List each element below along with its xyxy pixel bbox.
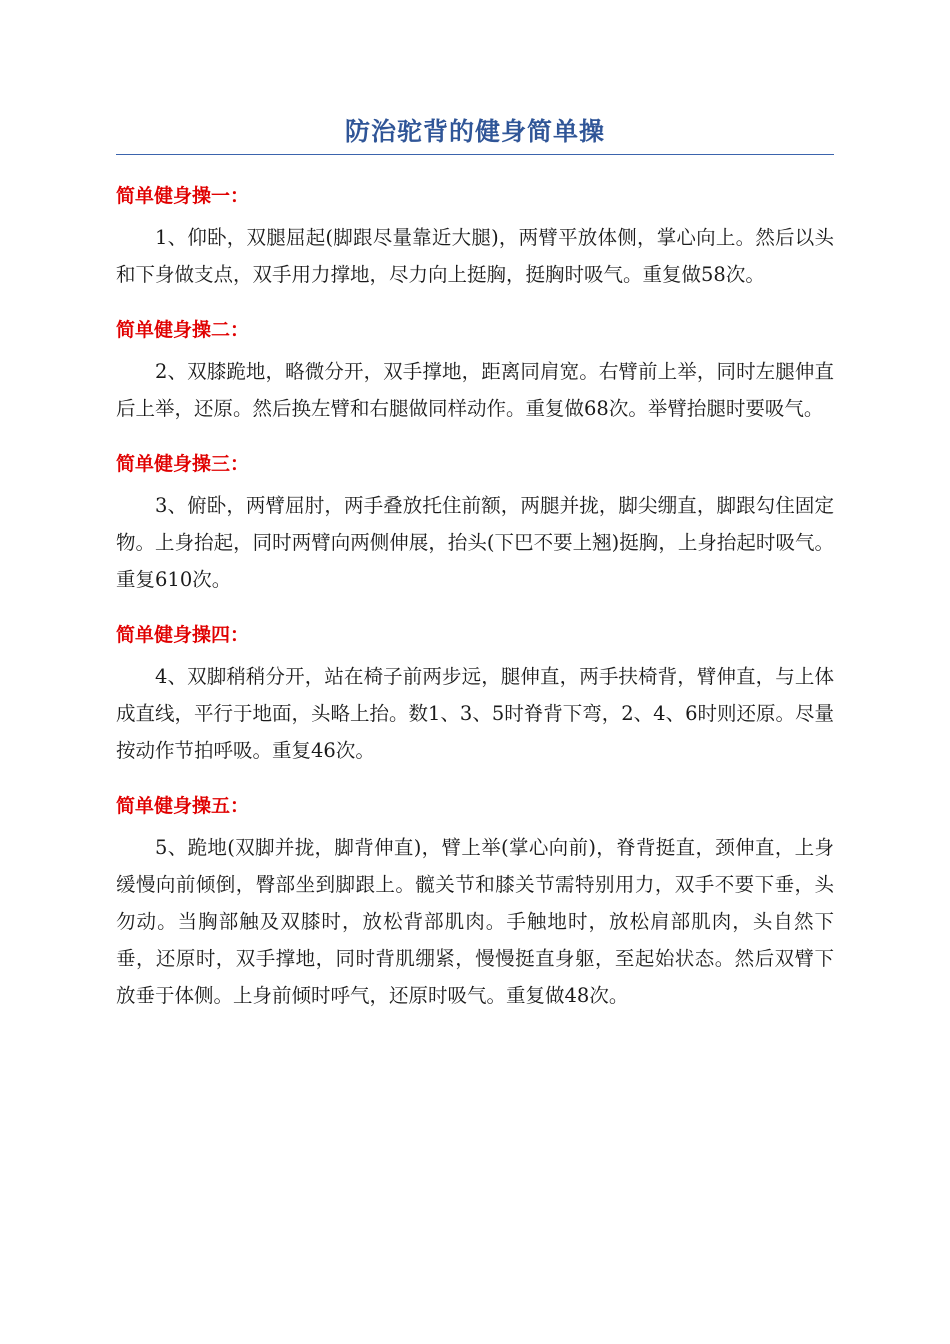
section-paragraph: 5、跪地(双脚并拢，脚背伸直)，臂上举(掌心向前)，脊背挺直，颈伸直，上身缓慢向前倾倒，臀部坐到脚跟上。髋关节和膝关节需特别用力，双手不要下垂，头勿动。当胸部触及双膝时，放松背部肌肉。手触地时，放松肩部肌肉，头自然下垂，还原时，双手撑地，同时背肌绷紧，慢慢挺直身躯，至起始状态。然后双臂下放垂于体侧。上身前倾时呼气，还原时吸气。重复做48次。 [116, 836, 834, 1007]
section-paragraph: 4、双脚稍稍分开，站在椅子前两步远，腿伸直，两手扶椅背，臂伸直，与上体成直线，平行于地面，头略上抬。数1、3、5时脊背下弯，2、4、6时则还原。尽量按动作节拍呼吸。重复46次。 [116, 665, 834, 762]
section-heading: 简单健身操一： [116, 185, 250, 207]
section-heading: 简单健身操四： [116, 624, 250, 646]
document-title: 防治驼背的健身简单操 [116, 112, 834, 155]
section-paragraph: 1、仰卧，双腿屈起(脚跟尽量靠近大腿)，两臂平放体侧，掌心向上。然后以头和下身做支点，双手用力撑地，尽力向上挺胸，挺胸时吸气。重复做58次。 [116, 226, 834, 286]
section-heading: 简单健身操三： [116, 453, 250, 475]
section-4 [116, 620, 834, 769]
document-page [116, 112, 834, 1014]
section-5 [116, 791, 834, 1014]
section-heading: 简单健身操五： [116, 795, 250, 817]
section-paragraph: 2、双膝跪地，略微分开，双手撑地，距离同肩宽。右臂前上举，同时左腿伸直后上举，还原。然后换左臂和右腿做同样动作。重复做68次。举臂抬腿时要吸气。 [116, 360, 834, 420]
section-2 [116, 315, 834, 427]
section-1 [116, 181, 834, 293]
section-3 [116, 449, 834, 598]
section-paragraph: 3、俯卧，两臂屈肘，两手叠放托住前额，两腿并拢，脚尖绷直，脚跟勾住固定物。上身抬起，同时两臂向两侧伸展，抬头(下巴不要上翘)挺胸，上身抬起时吸气。重复610次。 [116, 494, 834, 591]
section-heading: 简单健身操二： [116, 319, 250, 341]
